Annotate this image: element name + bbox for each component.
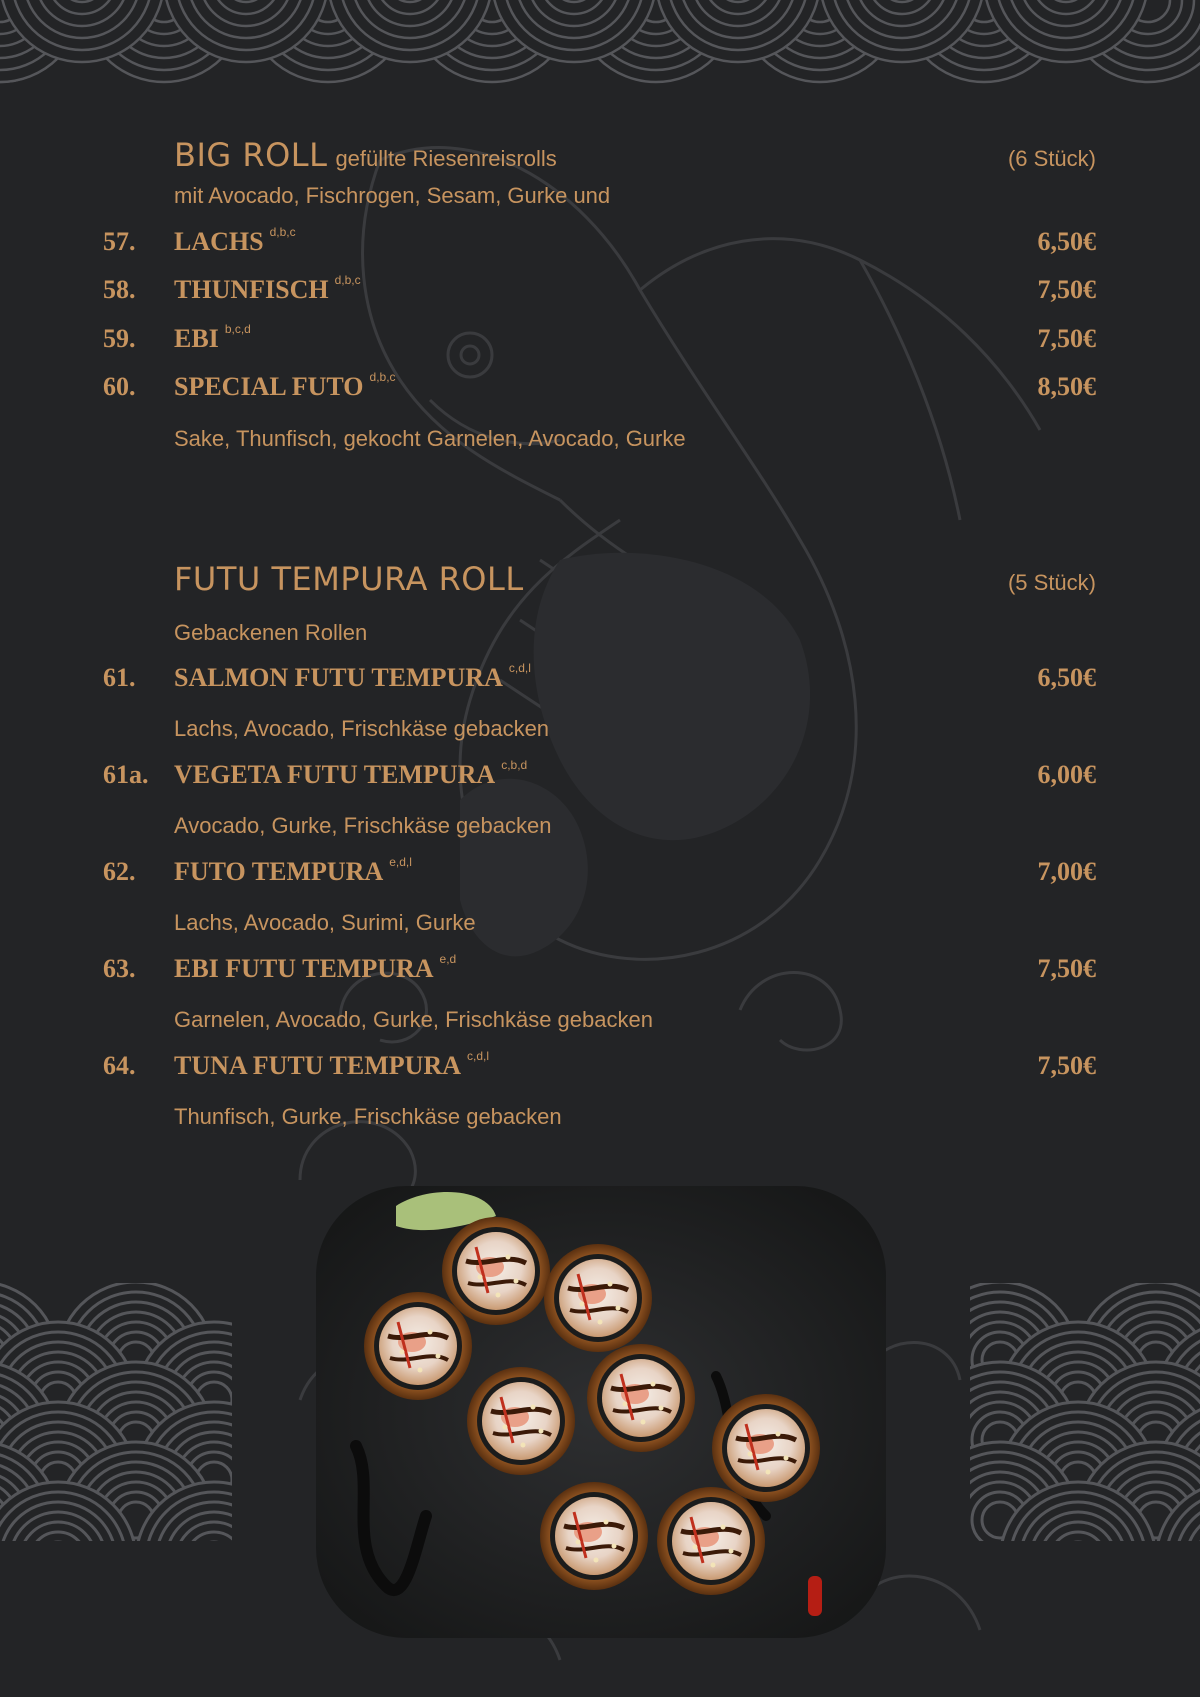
item-description: Lachs, Avocado, Surimi, Gurke xyxy=(174,910,476,935)
item-description: Sake, Thunfisch, gekocht Garnelen, Avocado, Gurke xyxy=(174,426,686,451)
item-allergens: d,b,c xyxy=(334,273,361,287)
item-allergens: e,d,l xyxy=(389,855,412,869)
item-name-wrap xyxy=(174,1051,489,1081)
item-allergens: b,c,d xyxy=(224,322,251,336)
sushi-photo xyxy=(316,1186,886,1638)
item-description: Thunfisch, Gurke, Frischkäse gebacken xyxy=(174,1104,562,1129)
item-price: 7,50€ xyxy=(1037,275,1096,304)
item-number: 59. xyxy=(103,324,136,353)
futu-tempura-description: Gebackenen Rollen xyxy=(174,620,368,645)
item-number: 64. xyxy=(103,1051,136,1080)
item-description: Lachs, Avocado, Frischkäse gebacken xyxy=(174,716,550,741)
item-price: 6,50€ xyxy=(1037,663,1096,692)
menu-item-60 xyxy=(0,372,1200,406)
item-number: 58. xyxy=(103,275,136,304)
item-name: FUTO TEMPURA xyxy=(174,857,384,886)
item-name: SALMON FUTU TEMPURA xyxy=(174,663,503,692)
menu-item-59 xyxy=(0,324,1200,358)
item-price: 7,50€ xyxy=(1037,1051,1096,1080)
item-number: 62. xyxy=(103,857,136,886)
item-number: 60. xyxy=(103,372,136,401)
menu-item-61 xyxy=(0,663,1200,697)
item-allergens: c,d,l xyxy=(508,661,531,675)
big-roll-description: mit Avocado, Fischrogen, Sesam, Gurke und xyxy=(174,183,611,208)
item-description: Garnelen, Avocado, Gurke, Frischkäse gebacken xyxy=(174,1007,653,1032)
menu-item-57 xyxy=(0,227,1200,261)
big-roll-heading xyxy=(174,136,557,174)
menu-item-64 xyxy=(0,1051,1200,1085)
wave-pattern-right-icon xyxy=(922,1282,1200,1638)
item-allergens: c,d,l xyxy=(466,1049,489,1063)
menu-item-62 xyxy=(0,857,1200,891)
item-price: 7,50€ xyxy=(1037,954,1096,983)
item-name-wrap xyxy=(174,324,251,354)
item-price: 6,00€ xyxy=(1037,760,1096,789)
wave-pattern-top-icon xyxy=(0,0,1200,82)
item-name-wrap xyxy=(174,275,361,305)
big-roll-title: BIG ROLL xyxy=(174,136,328,174)
item-allergens: d,b,c xyxy=(269,225,296,239)
item-name: LACHS xyxy=(174,227,264,256)
big-roll-subtitle: gefüllte Riesenreisrolls xyxy=(335,146,557,171)
item-name-wrap xyxy=(174,857,412,887)
item-name: EBI FUTU TEMPURA xyxy=(174,954,434,983)
item-price: 8,50€ xyxy=(1037,372,1096,401)
item-allergens: e,d xyxy=(439,952,457,966)
item-price: 6,50€ xyxy=(1037,227,1096,256)
menu-item-61a xyxy=(0,760,1200,794)
menu-item-58 xyxy=(0,275,1200,309)
item-price: 7,00€ xyxy=(1037,857,1096,886)
item-name: EBI xyxy=(174,324,219,353)
item-name-wrap xyxy=(174,372,396,402)
item-name: VEGETA FUTU TEMPURA xyxy=(174,760,496,789)
item-name-wrap xyxy=(174,663,531,693)
item-number: 61. xyxy=(103,663,136,692)
item-name-wrap xyxy=(174,760,527,790)
item-number: 57. xyxy=(103,227,136,256)
item-name-wrap xyxy=(174,954,456,984)
item-price: 7,50€ xyxy=(1037,324,1096,353)
item-number: 63. xyxy=(103,954,136,983)
item-name: THUNFISCH xyxy=(174,275,329,304)
menu-item-63 xyxy=(0,954,1200,988)
item-name: SPECIAL FUTO xyxy=(174,372,364,401)
item-allergens: c,b,d xyxy=(501,758,528,772)
futu-tempura-pieces: (5 Stück) xyxy=(1007,570,1096,595)
item-name: TUNA FUTU TEMPURA xyxy=(174,1051,461,1080)
item-number: 61a. xyxy=(103,760,149,789)
item-description: Avocado, Gurke, Frischkäse gebacken xyxy=(174,813,552,838)
sushi-photo-icon xyxy=(316,1186,886,1638)
futu-tempura-title: FUTU TEMPURA ROLL xyxy=(174,560,524,598)
big-roll-pieces: (6 Stück) xyxy=(1007,146,1096,171)
item-allergens: d,b,c xyxy=(369,370,396,384)
item-name-wrap xyxy=(174,227,296,257)
